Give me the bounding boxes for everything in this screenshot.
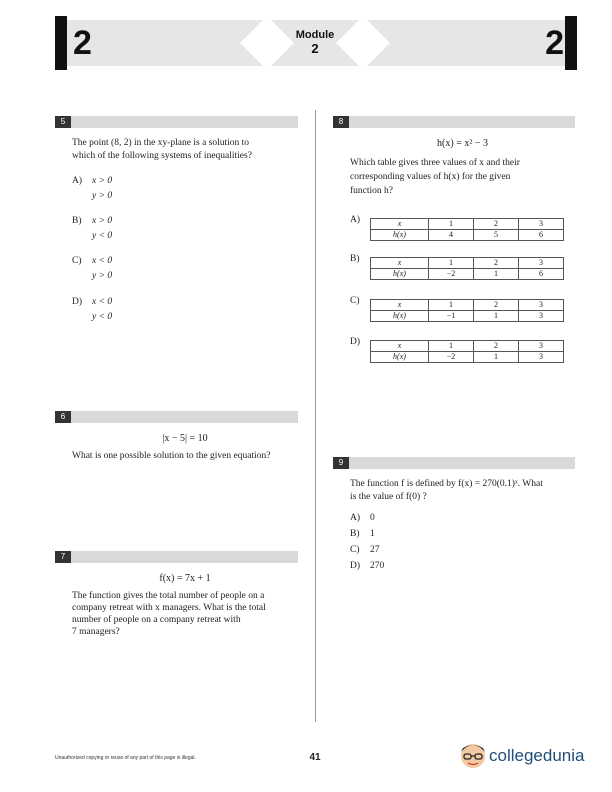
q5-choice-d-letter: D) — [72, 297, 83, 307]
table-cell: x — [371, 300, 429, 311]
table-cell: 4 — [429, 230, 474, 241]
question-6-stem: What is one possible solution to the given equation? — [72, 451, 271, 461]
table-cell: 5 — [474, 230, 519, 241]
table-cell: 2 — [474, 258, 519, 269]
question-7-equation: f(x) = 7x + 1 — [159, 573, 211, 584]
q5-choice-c-line2 — [92, 270, 112, 283]
q5-choice-b[interactable] — [72, 215, 112, 228]
q9-choice-b-letter: B) — [350, 529, 360, 539]
table-cell: 2 — [474, 219, 519, 230]
header-bar-right — [565, 16, 577, 70]
table-cell: −2 — [429, 352, 474, 363]
question-9-number: 9 — [333, 457, 349, 469]
q5-choice-c-line2-text: y > 0 — [92, 271, 113, 281]
q8-choice-c-table — [370, 299, 564, 322]
question-6-equation: |x − 5| = 10 — [162, 433, 208, 444]
question-8-stem-line1: Which table gives three values of x and their — [350, 158, 520, 168]
q9-choice-c-letter: C) — [350, 545, 360, 555]
q5-choice-a-line1: x > 0 — [92, 176, 113, 186]
table-row — [371, 341, 564, 352]
q5-choice-d-line2-text: y < 0 — [92, 312, 113, 322]
table-row — [371, 219, 564, 230]
table-cell: h(x) — [371, 352, 429, 363]
q5-choice-b-letter: B) — [72, 216, 82, 226]
question-8-number: 8 — [333, 116, 349, 128]
q5-choice-a-line2 — [92, 190, 112, 203]
table-row — [371, 230, 564, 241]
q5-choice-a-letter: A) — [72, 176, 83, 186]
q9-choice-a-letter: A) — [350, 513, 361, 523]
question-7-bar — [55, 551, 298, 563]
q5-choice-a-line2-text: y > 0 — [92, 191, 113, 201]
q5-choice-b-line2 — [92, 230, 112, 243]
table-row — [371, 311, 564, 322]
question-9-stem-line2: is the value of f(0) ? — [350, 492, 427, 502]
q5-choice-b-line2-text: y < 0 — [92, 231, 113, 241]
table-cell: 3 — [519, 300, 564, 311]
table-cell: 1 — [429, 258, 474, 269]
q8-choice-d-table — [370, 340, 564, 363]
table-cell: x — [371, 219, 429, 230]
question-7-stem-line4: 7 managers? — [72, 627, 120, 637]
q8-choice-d-letter[interactable]: D) — [350, 337, 361, 347]
table-cell: h(x) — [371, 311, 429, 322]
q8-choice-b-letter[interactable]: B) — [350, 254, 360, 264]
q5-choice-a[interactable] — [72, 175, 112, 188]
table-cell: 3 — [519, 258, 564, 269]
q8-choice-a-table — [370, 218, 564, 241]
table-row — [371, 352, 564, 363]
question-7-stem-line2: company retreat with x managers. What is the total — [72, 603, 266, 613]
table-cell: 1 — [429, 219, 474, 230]
table-cell: −2 — [429, 269, 474, 280]
question-7-stem-line1: The function gives the total number of people on a — [72, 591, 265, 601]
q5-choice-c[interactable] — [72, 255, 112, 268]
question-5-stem-line1: The point (8, 2) in the xy-plane is a solution to — [72, 138, 250, 148]
q5-choice-d-line1: x < 0 — [92, 297, 113, 307]
column-divider — [315, 110, 316, 722]
question-6-bar — [55, 411, 298, 423]
table-cell: h(x) — [371, 230, 429, 241]
q9-choice-a-value: 0 — [370, 513, 375, 523]
module-label — [280, 28, 350, 56]
q9-choice-b-value: 1 — [370, 529, 375, 539]
table-cell: 3 — [519, 311, 564, 322]
q9-choice-d[interactable] — [350, 560, 384, 573]
q5-choice-d-line2 — [92, 311, 112, 324]
q5-choice-c-letter: C) — [72, 256, 82, 266]
question-8-equation: h(x) = x² − 3 — [437, 138, 488, 149]
table-cell: 2 — [474, 341, 519, 352]
question-8-stem-line2: corresponding values of h(x) for the given — [350, 172, 511, 182]
q9-choice-d-value: 270 — [370, 561, 385, 571]
module-label-number: 2 — [311, 41, 319, 56]
copyright-notice: Unauthorized copying or reuse of any part of this page is illegal. — [55, 755, 196, 761]
table-row — [371, 300, 564, 311]
q8-choice-b-table — [370, 257, 564, 280]
q9-choice-c-value: 27 — [370, 545, 380, 555]
question-7-number: 7 — [55, 551, 71, 563]
table-cell: 3 — [519, 219, 564, 230]
q5-choice-d[interactable] — [72, 296, 112, 309]
table-cell: −1 — [429, 311, 474, 322]
table-cell: 1 — [429, 300, 474, 311]
module-number-left: 2 — [73, 24, 92, 62]
question-5-stem-line2: which of the following systems of inequalities? — [72, 151, 252, 161]
table-cell: 3 — [519, 352, 564, 363]
question-8-bar — [333, 116, 575, 128]
q9-choice-a[interactable] — [350, 512, 375, 525]
module-number-right: 2 — [545, 24, 564, 62]
q9-choice-b[interactable] — [350, 528, 375, 541]
question-5-number: 5 — [55, 116, 71, 128]
question-7-stem-line3: number of people on a company retreat with — [72, 615, 241, 625]
table-row — [371, 258, 564, 269]
q9-choice-d-letter: D) — [350, 561, 361, 571]
table-cell: 1 — [474, 352, 519, 363]
page-number: 41 — [309, 752, 321, 763]
question-9-bar — [333, 457, 575, 469]
question-9-stem-line1: The function f is defined by f(x) = 270(0.1)ˣ. What — [350, 479, 543, 489]
question-8-stem-line3: function h? — [350, 186, 394, 196]
question-6-number: 6 — [55, 411, 71, 423]
table-cell: h(x) — [371, 269, 429, 280]
table-row — [371, 269, 564, 280]
brand-name: collegedunia — [489, 746, 585, 765]
table-cell: 1 — [429, 341, 474, 352]
q8-choice-c-letter[interactable]: C) — [350, 296, 360, 306]
q5-choice-b-line1: x > 0 — [92, 216, 113, 226]
table-cell: 6 — [519, 269, 564, 280]
table-cell: 6 — [519, 230, 564, 241]
table-cell: x — [371, 341, 429, 352]
table-cell: 3 — [519, 341, 564, 352]
table-cell: 1 — [474, 311, 519, 322]
table-cell: 2 — [474, 300, 519, 311]
q5-choice-c-line1: x < 0 — [92, 256, 113, 266]
q9-choice-c[interactable] — [350, 544, 380, 557]
module-label-text: Module — [295, 29, 335, 41]
table-cell: 1 — [474, 269, 519, 280]
q8-choice-a-letter[interactable]: A) — [350, 215, 361, 225]
question-5-bar — [55, 116, 298, 128]
table-cell: x — [371, 258, 429, 269]
